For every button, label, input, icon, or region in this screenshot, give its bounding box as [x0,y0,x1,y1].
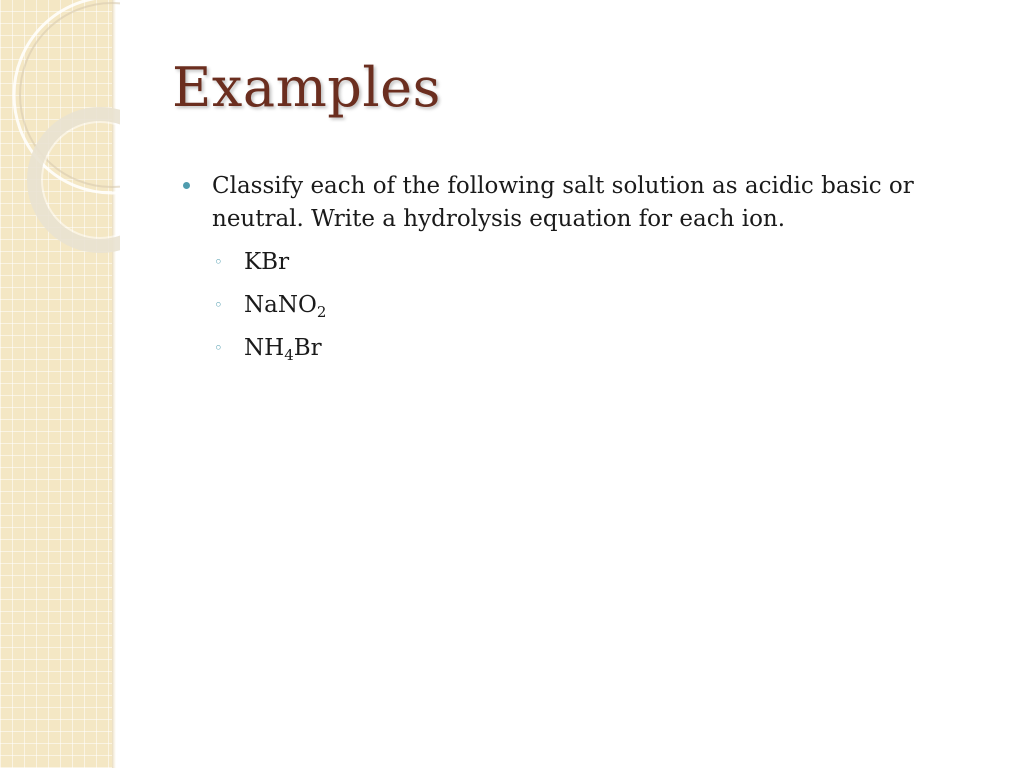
formula-nh4br-tail: Br [293,335,322,361]
formula-nh4br-base: NH [244,335,285,361]
formula-nh4br-subscript: 4 [284,346,294,364]
formula-nano2-subscript: 2 [316,303,327,321]
formula-kbr: KBr [244,249,290,275]
hollow-circle-bullet-icon: ◦ [214,296,223,314]
slide-title: Examples [172,56,441,119]
sub-bullet-nano2 [214,289,980,322]
formula-nano2-base: NaNO [244,292,317,318]
bullet-text: Classify each of the following salt solution as acidic basic or neutral. Write a hydrolysis equation for each ion. [212,173,914,232]
hollow-circle-bullet-icon: ◦ [214,339,223,357]
bullet-dot-icon [183,182,190,189]
sub-bullet-nh4br [214,332,980,365]
sub-bullet-kbr [214,246,980,279]
decorative-rings-icon [0,0,120,260]
slide-content [180,170,980,375]
hollow-circle-bullet-icon: ◦ [214,253,223,271]
sub-bullet-list [180,246,980,365]
bullet-item [180,170,980,236]
